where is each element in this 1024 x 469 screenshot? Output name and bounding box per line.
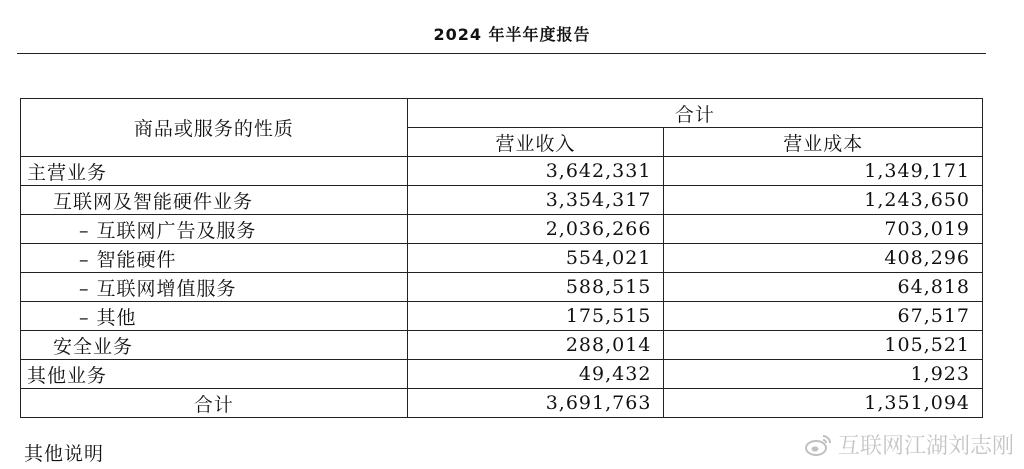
header-total-group: 合计: [407, 99, 982, 128]
header-divider: [17, 53, 986, 54]
header-revenue: 营业收入: [407, 128, 664, 157]
row-cost: 64,818: [664, 273, 983, 302]
row-revenue: 2,036,266: [407, 215, 664, 244]
header-cost: 营业成本: [664, 128, 983, 157]
row-cost: 408,296: [664, 244, 983, 273]
row-revenue: 288,014: [407, 331, 664, 360]
row-name: – 互联网增值服务: [21, 273, 408, 302]
row-revenue: 49,432: [407, 360, 664, 389]
revenue-cost-table: [20, 98, 983, 418]
row-name: – 智能硬件: [21, 244, 408, 273]
table-total-row: [21, 389, 983, 418]
table-header-row: [21, 99, 983, 128]
total-cost: 1,351,094: [664, 389, 983, 418]
row-cost: 1,243,650: [664, 186, 983, 215]
table-row: [21, 157, 983, 186]
table-row: [21, 215, 983, 244]
row-name: 安全业务: [21, 331, 408, 360]
total-revenue: 3,691,763: [407, 389, 664, 418]
table-row: [21, 244, 983, 273]
table-row: [21, 302, 983, 331]
row-cost: 67,517: [664, 302, 983, 331]
table-row: [21, 273, 983, 302]
weibo-icon: [804, 433, 832, 457]
row-name: – 其他: [21, 302, 408, 331]
row-cost: 1,349,171: [664, 157, 983, 186]
table-row: [21, 331, 983, 360]
row-revenue: 554,021: [407, 244, 664, 273]
row-name: 互联网及智能硬件业务: [21, 186, 408, 215]
row-name: 主营业务: [21, 157, 408, 186]
row-cost: 703,019: [664, 215, 983, 244]
table-row: [21, 186, 983, 215]
row-revenue: 3,642,331: [407, 157, 664, 186]
report-title: 2024 年半年度报告: [433, 25, 591, 44]
row-name: 其他业务: [21, 360, 408, 389]
row-revenue: 3,354,317: [407, 186, 664, 215]
row-revenue: 175,515: [407, 302, 664, 331]
row-cost: 105,521: [664, 331, 983, 360]
watermark-text: 互联网江湖刘志刚: [837, 434, 1014, 459]
row-revenue: 588,515: [407, 273, 664, 302]
row-name: – 互联网广告及服务: [21, 215, 408, 244]
other-notes-heading: 其他说明: [24, 443, 105, 465]
row-cost: 1,923: [664, 360, 983, 389]
table-row: [21, 360, 983, 389]
watermark: [804, 429, 1014, 460]
header-nature-of-goods: 商品或服务的性质: [21, 99, 408, 157]
total-label: 合计: [21, 389, 408, 418]
